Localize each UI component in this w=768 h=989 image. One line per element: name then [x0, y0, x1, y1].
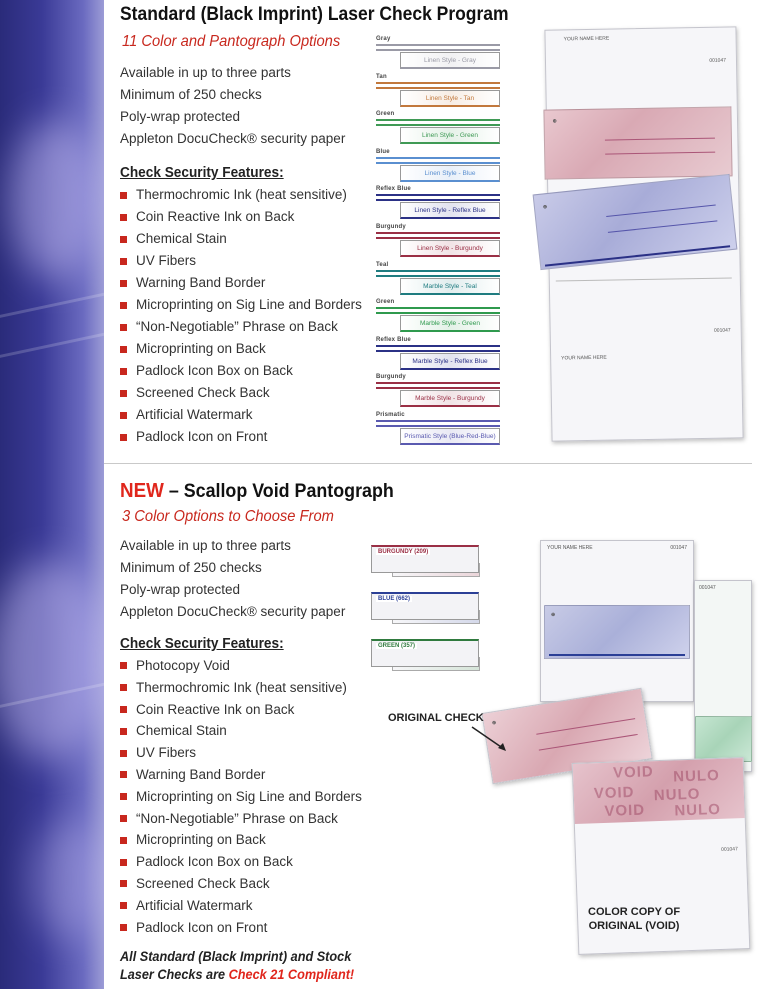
- sheet-name-text: YOUR NAME HERE: [547, 545, 593, 551]
- swatch-style-box: Marble Style - Teal: [400, 278, 500, 295]
- feature-item: Microprinting on Back: [120, 338, 362, 360]
- swatch-color-label: Green: [376, 299, 395, 306]
- spec-item: Appleton DocuCheck® security paper: [120, 604, 346, 619]
- sheet-check-number: 001047: [670, 545, 687, 551]
- section1-features-list: [120, 184, 362, 448]
- spec-item: Minimum of 250 checks: [120, 87, 262, 102]
- swatch-color-label: Teal: [376, 261, 389, 268]
- bullet-icon: [120, 368, 127, 375]
- swatch-color-bar: [376, 270, 500, 277]
- swatch-color-bar: [376, 119, 500, 126]
- section2-subtitle: 3 Color Options to Choose From: [122, 508, 334, 525]
- bullet-icon: [120, 346, 127, 353]
- swatch-color-bar: [376, 345, 500, 352]
- feature-item: Screened Check Back: [120, 382, 362, 404]
- void-copy-check: [573, 758, 745, 824]
- decorative-side-band: [0, 0, 104, 989]
- bullet-icon: [120, 859, 127, 866]
- section-divider: [104, 463, 752, 464]
- burgundy-check-sample: ⊕: [543, 106, 732, 179]
- spec-item: Available in up to three parts: [120, 65, 291, 80]
- feature-item: Padlock Icon Box on Back: [120, 851, 362, 873]
- bullet-icon: [120, 662, 127, 669]
- bullet-icon: [120, 728, 127, 735]
- bullet-icon: [120, 706, 127, 713]
- new-label: NEW: [120, 480, 164, 502]
- check-sheet-blue: [540, 540, 694, 702]
- spec-item: Available in up to three parts: [120, 538, 291, 553]
- swatch-color-label: Burgundy: [376, 224, 406, 230]
- bullet-icon: [120, 236, 127, 243]
- swatch-color-label: Green: [376, 111, 395, 118]
- feature-item: Artificial Watermark: [120, 404, 362, 426]
- swatch-color-label: Prismatic: [376, 412, 405, 418]
- swatch-color-bar: [376, 382, 500, 389]
- bullet-icon: [120, 324, 127, 331]
- void-watermark: NULO: [674, 800, 722, 820]
- swatch-style-box: Marble Style - Green: [400, 315, 500, 332]
- spec-item: Appleton DocuCheck® security paper: [120, 131, 346, 146]
- section2-features-heading: Check Security Features:: [120, 636, 284, 652]
- section1-title: Standard (Black Imprint) Laser Check Program: [120, 4, 509, 25]
- spec-item: Poly-wrap protected: [120, 109, 241, 124]
- section1-features-heading: Check Security Features:: [120, 165, 284, 181]
- swatch-color-label: Blue: [376, 148, 390, 155]
- scallop-swatch-label: GREEN (357): [378, 643, 416, 649]
- bullet-icon: [120, 880, 127, 887]
- check-sheet-green: [694, 580, 752, 772]
- swatch-style-box: Linen Style - Tan: [400, 90, 500, 107]
- feature-item: Coin Reactive Ink on Back: [120, 206, 362, 228]
- sheet-name-text: YOUR NAME HERE: [561, 354, 607, 362]
- bullet-icon: [120, 192, 127, 199]
- void-watermark: NULO: [653, 785, 701, 805]
- scallop-swatch-label: BURGUNDY (209): [378, 549, 429, 555]
- original-check-sample: ⊕: [481, 688, 652, 784]
- compliance-footer: [120, 948, 354, 984]
- swatch-color-bar: [376, 194, 500, 201]
- bullet-icon: [120, 412, 127, 419]
- feature-item: Thermochromic Ink (heat sensitive): [120, 184, 362, 206]
- scallop-swatch-label: BLUE (662): [378, 596, 411, 602]
- swatch-color-bar: [376, 44, 500, 51]
- feature-item: Microprinting on Back: [120, 829, 362, 851]
- bullet-icon: [120, 390, 127, 397]
- section2-specs-list: [120, 535, 345, 623]
- swatch-color-bar: [376, 420, 500, 427]
- original-check-callout: ORIGINAL CHECK: [388, 712, 484, 724]
- footer-line1: All Standard (Black Imprint) and Stock: [120, 949, 352, 964]
- swatch-color-label: Reflex Blue: [376, 336, 411, 343]
- feature-item: Padlock Icon on Front: [120, 426, 362, 448]
- section2-title: [120, 480, 394, 503]
- section2-title-text: – Scallop Void Pantograph: [163, 481, 394, 502]
- section1-specs-list: [120, 62, 345, 150]
- bullet-icon: [120, 815, 127, 822]
- swatch-style-box: Linen Style - Burgundy: [400, 240, 500, 257]
- feature-item: Microprinting on Sig Line and Borders: [120, 294, 362, 316]
- bullet-icon: [120, 771, 127, 778]
- reflex-blue-check-sample: ⊕: [533, 174, 738, 270]
- void-watermark: NULO: [672, 766, 721, 786]
- sheet-check-number: 001047: [721, 846, 738, 853]
- bullet-icon: [120, 280, 127, 287]
- swatch-style-box: Marble Style - Reflex Blue: [400, 353, 500, 370]
- feature-item: “Non-Negotiable” Phrase on Back: [120, 808, 362, 830]
- sheet-check-number: 001047: [709, 57, 727, 64]
- section1-subtitle: 11 Color and Pantograph Options: [122, 33, 341, 50]
- bullet-icon: [120, 434, 127, 441]
- bullet-icon: [120, 750, 127, 757]
- swatch-style-box: Linen Style - Reflex Blue: [400, 202, 500, 219]
- scallop-blue-check: ⊕: [544, 605, 690, 659]
- void-watermark: VOID: [593, 783, 635, 803]
- bullet-icon: [120, 902, 127, 909]
- scallop-green-check: [695, 716, 752, 762]
- sheet-check-number: 001047: [699, 585, 716, 591]
- swatch-color-label: Tan: [376, 73, 387, 80]
- void-watermark: VOID: [612, 763, 655, 782]
- swatch-style-box: Linen Style - Blue: [400, 165, 500, 182]
- swatch-style-box: Linen Style - Gray: [400, 52, 500, 69]
- swatch-color-label: Burgundy: [376, 374, 406, 381]
- feature-item: Padlock Icon on Front: [120, 917, 362, 939]
- sheet-name-text: YOUR NAME HERE: [563, 35, 610, 43]
- bullet-icon: [120, 258, 127, 265]
- feature-item: UV Fibers: [120, 742, 362, 764]
- feature-item: Warning Band Border: [120, 272, 362, 294]
- swatch-style-box: Prismatic Style (Blue-Red-Blue): [400, 428, 500, 445]
- feature-item: Warning Band Border: [120, 764, 362, 786]
- bullet-icon: [120, 924, 127, 931]
- feature-item: UV Fibers: [120, 250, 362, 272]
- void-watermark: VOID: [604, 801, 646, 820]
- swatch-color-label: Reflex Blue: [376, 186, 411, 193]
- bullet-icon: [120, 302, 127, 309]
- swatch-style-box: Marble Style - Burgundy: [400, 390, 500, 407]
- swatch-color-bar: [376, 157, 500, 164]
- spec-item: Minimum of 250 checks: [120, 560, 262, 575]
- feature-item: Screened Check Back: [120, 873, 362, 895]
- bullet-icon: [120, 793, 127, 800]
- feature-item: Microprinting on Sig Line and Borders: [120, 786, 362, 808]
- swatch-color-bar: [376, 307, 500, 314]
- feature-item: Chemical Stain: [120, 228, 362, 250]
- swatch-style-box: Linen Style - Green: [400, 127, 500, 144]
- color-copy-callout: COLOR COPY OF ORIGINAL (VOID): [588, 906, 681, 932]
- footer-line2: Laser Checks are Check 21 Compliant!: [120, 967, 355, 982]
- bullet-icon: [120, 837, 127, 844]
- feature-item: Padlock Icon Box on Back: [120, 360, 362, 382]
- feature-item: Thermochromic Ink (heat sensitive): [120, 677, 362, 699]
- section2-features-list: [120, 655, 362, 938]
- swatch-color-bar: [376, 232, 500, 239]
- bullet-icon: [120, 684, 127, 691]
- feature-item: Artificial Watermark: [120, 895, 362, 917]
- bullet-icon: [120, 214, 127, 221]
- swatch-color-bar: [376, 82, 500, 89]
- feature-item: “Non-Negotiable” Phrase on Back: [120, 316, 362, 338]
- feature-item: Chemical Stain: [120, 720, 362, 742]
- sheet-check-number: 001047: [713, 327, 731, 334]
- feature-item: Photocopy Void: [120, 655, 362, 677]
- feature-item: Coin Reactive Ink on Back: [120, 699, 362, 721]
- callout-arrow-icon: [470, 725, 510, 753]
- swatch-color-label: Gray: [376, 36, 391, 42]
- spec-item: Poly-wrap protected: [120, 582, 241, 597]
